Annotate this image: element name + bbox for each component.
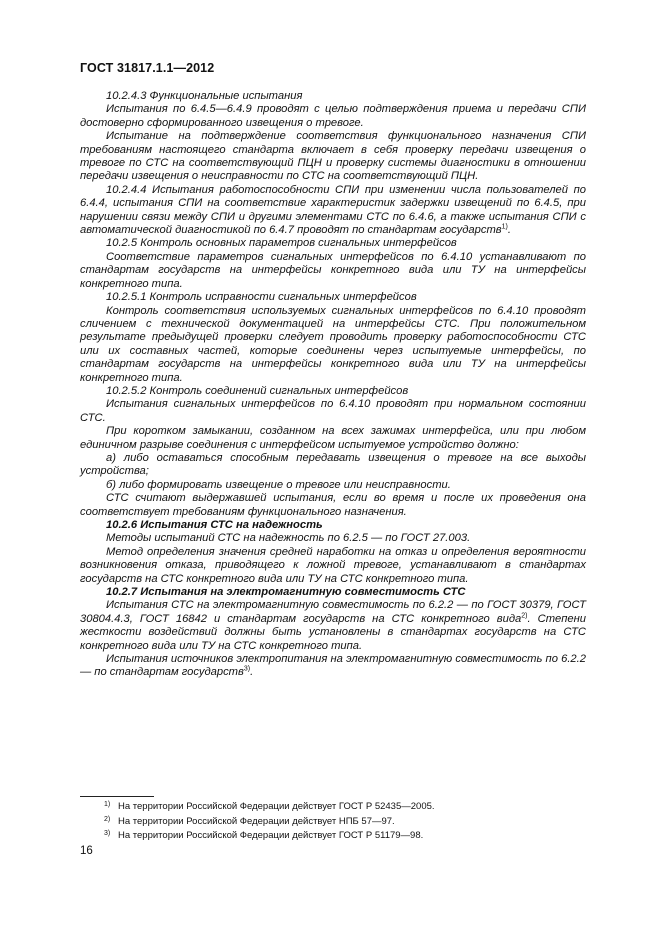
paragraph: Испытания СТС на электромагнитную совместимость по 6.2.2 — по ГОСТ 30379, ГОСТ 30804.4.3, ГОСТ 16842 и стандартам государств на СТС конкретного вида$^{2)}$. Степени жесткости воздействий должны быть установлены в стандартах государств на СТС конкретного вида или ТУ на СТС конкретного типа. [80,599,586,652]
section-heading-10-2-5-2: 10.2.5.2 Контроль соединений сигнальных интерфейсов [106,384,409,397]
footnotes [104,800,435,844]
paragraph: 10.2.4.4 Испытания работоспособности СПИ при изменении числа пользователей по 6.4.4, испытания СПИ на соответствие характеристик задержки извещений по 6.4.5, при нарушении связи между СПИ и другими элементами СТС по 6.4.6, а также испытания СПИ с автоматической диагностикой по 6.4.7 проводят по стандартам государств$^{1)}$. [80,183,586,237]
paragraph: Методы испытаний СТС на надежность по 6.2.5 — по ГОСТ 27.003. [106,532,471,545]
section-heading-10-2-5-1: 10.2.5.1 Контроль исправности сигнальных интерфейсов [106,291,417,304]
paragraph: Метод определения значения средней наработки на отказ и определения вероятности возникновения отказа, приводящего к ложной тревоге, устанавливают в стандартах государств на СТС конкретного вида или ТУ на СТС конкретного типа. [80,545,586,585]
footnote-ref: 3) [243,665,251,673]
footnote-ref: 2) [521,612,528,620]
page-number: 16 [80,845,93,857]
document-header: ГОСТ 31817.1.1—2012 [80,61,215,75]
section-heading-10-2-6: 10.2.6 Испытания СТС на надежность [106,519,323,531]
paragraph: Контроль соответствия используемых сигнальных интерфейсов по 6.4.10 проводят сличением с технической документацией на интерфейсы СТС. При положительном результате предыдущей проверки следует проводить проверку работоспособности СТС или их составных частей, которые соединены через испытуемые интерфейсы, по стандартам государств на интерфейсы конкретного вида или ТУ на интерфейсы конкретного типа. [80,304,586,384]
paragraph: Испытания по 6.4.5—6.4.9 проводят с целью подтверждения приема и передачи СПИ достоверно сформированного извещения о тревоге. [80,103,586,129]
body-text [80,90,586,680]
footnote-number: 2) [104,815,111,823]
list-item-a: а) либо оставаться способным передавать извещения о тревоге на все выходы устройства; [80,451,586,478]
section-heading-10-2-4-3: 10.2.4.3 Функциональные испытания [106,90,303,102]
paragraph: Испытания сигнальных интерфейсов по 6.4.10 проводят при нормальном состоянии СТС. [80,398,586,424]
paragraph: Соответствие параметров сигнальных интерфейсов по 6.4.10 устанавливают по стандартам государств на интерфейсы конкретного вида или ТУ на интерфейсы конкретного типа. [80,250,586,290]
footnote [104,829,435,844]
paragraph: СТС считают выдержавшей испытания, если во время и после их проведения она соответствует требованиям функционального назначения. [80,492,586,518]
footnote-text: На территории Российской Федерации действует ГОСТ Р 52435—2005. [118,801,435,812]
section-heading-10-2-7: 10.2.7 Испытания на электромагнитную совместимость СТС [106,586,466,599]
footnote-number: 1) [104,801,111,808]
paragraph: Испытание на подтверждение соответствия функционального назначения СПИ требованиям настоящего стандарта включает в себя проверку передачи извещения о тревоге по СТС на соответствующий ПЦН и проверку системы диагностики в отношении передачи извещения о неисправности по СТС на соответствующий ПЦН. [80,130,586,183]
footnote-ref: 1) [501,223,508,231]
list-item-b: б) либо формировать извещение о тревоге или неисправности. [106,478,451,491]
footnote [104,800,435,815]
footnote-divider [80,796,154,797]
footnote-text: На территории Российской Федерации действует НПБ 57—97. [118,815,395,827]
footnote [104,815,435,830]
section-heading-10-2-5: 10.2.5 Контроль основных параметров сигнальных интерфейсов [106,237,457,250]
paragraph: При коротком замыкании, созданном на всех зажимах интерфейса, или при любом единичном разрыве соединения с интерфейсом испытуемое устройство должно: [80,425,586,451]
footnote-text: На территории Российской Федерации действует ГОСТ Р 51179—98. [118,830,424,841]
paragraph: Испытания источников электропитания на электромагнитную совместимость по 6.2.2 — по стандартам государств$^{3)}$. [80,653,586,679]
footnote-number: 3) [104,830,111,837]
